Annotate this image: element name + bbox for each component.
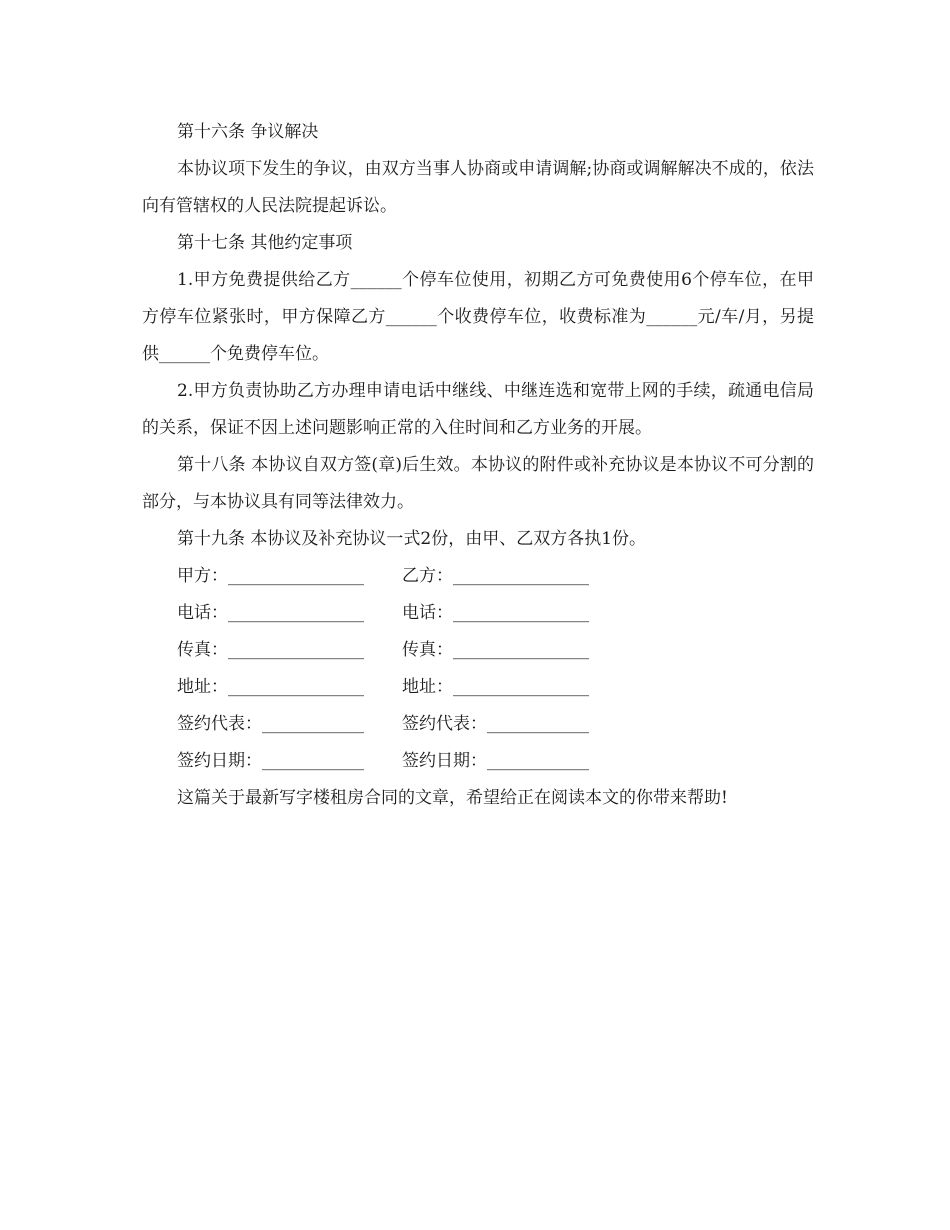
party-b-field: 乙方：________________ xyxy=(402,566,589,586)
party-a-field: 甲方：________________ xyxy=(177,566,364,586)
party-a-phone-field: 电话：________________ xyxy=(177,603,364,623)
signature-row-date xyxy=(177,743,589,780)
party-b-address-field: 地址：________________ xyxy=(402,677,589,697)
signature-row-phone xyxy=(177,595,589,632)
signature-row-party xyxy=(177,558,589,595)
article-16-heading: 第十六条 争议解决 xyxy=(177,122,319,142)
document-page xyxy=(142,114,814,817)
party-a-address-field: 地址：________________ xyxy=(177,677,364,697)
signature-row-representative xyxy=(177,706,589,743)
party-b-representative-field: 签约代表：____________ xyxy=(402,714,589,734)
party-a-fax-field: 传真：________________ xyxy=(177,640,364,660)
article-16-body: 本协议项下发生的争议，由双方当事人协商或申请调解;协商或调解解决不成的，依法向有管辖权的人民法院提起诉讼。 xyxy=(142,159,814,216)
party-a-date-field: 签约日期：____________ xyxy=(177,751,364,771)
article-17-item-1: 1.甲方免费提供给乙方______个停车位使用，初期乙方可免费使用6个停车位，在甲方停车位紧张时，甲方保障乙方______个收费停车位，收费标准为______元/车/月，另提供______个免费停车位。 xyxy=(142,270,814,364)
closing-note: 这篇关于最新写字楼租房合同的文章，希望给正在阅读本文的你带来帮助! xyxy=(177,788,728,808)
article-17-item-2: 2.甲方负责协助乙方办理申请电话中继线、中继连选和宽带上网的手续，疏通电信局的关系，保证不因上述问题影响正常的入住时间和乙方业务的开展。 xyxy=(142,381,814,438)
article-18: 第十八条 本协议自双方签(章)后生效。本协议的附件或补充协议是本协议不可分割的部分，与本协议具有同等法律效力。 xyxy=(142,455,814,512)
signature-row-address xyxy=(177,669,589,706)
party-b-date-field: 签约日期：____________ xyxy=(402,751,589,771)
article-17-heading: 第十七条 其他约定事项 xyxy=(177,233,353,253)
signature-row-fax xyxy=(177,632,589,669)
party-b-phone-field: 电话：________________ xyxy=(402,603,589,623)
article-19: 第十九条 本协议及补充协议一式2份，由甲、乙双方各执1份。 xyxy=(177,529,647,549)
party-b-fax-field: 传真：________________ xyxy=(402,640,589,660)
signature-block xyxy=(177,558,589,780)
party-a-representative-field: 签约代表：____________ xyxy=(177,714,364,734)
